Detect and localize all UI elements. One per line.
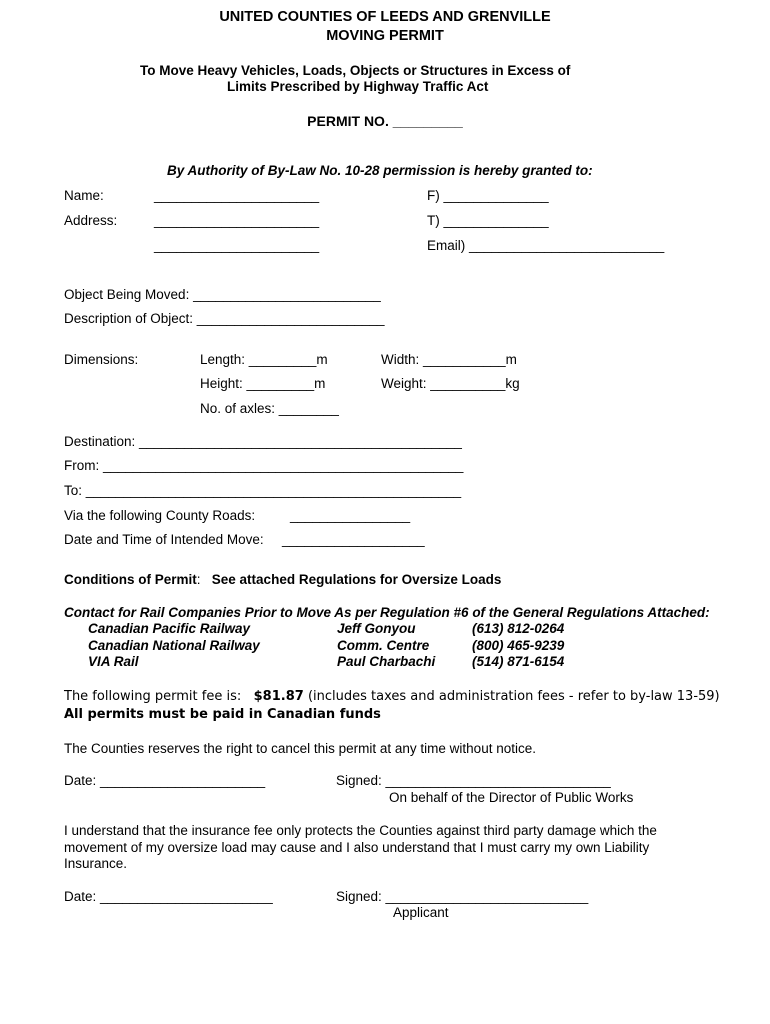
to-field[interactable]: To: __________________________________________________ — [64, 483, 462, 498]
conditions-colon: : — [196, 572, 201, 587]
insurance-line-3: Insurance. — [64, 856, 128, 871]
from-field[interactable]: From: ________________________________________________ — [64, 458, 464, 473]
insurance-line-2: movement of my oversize load may cause and I also understand that I must carry my own Liability — [64, 840, 650, 855]
fee-suffix: (includes taxes and administration fees - refer to by-law 13-59) — [307, 689, 720, 704]
signature-field-2[interactable]: Signed: ___________________________ — [336, 889, 589, 904]
conditions-text: See attached Regulations for Oversize Loads — [211, 572, 502, 587]
email-field[interactable]: Email) __________________________ — [427, 238, 665, 253]
move-date-field[interactable]: ___________________ — [282, 532, 425, 547]
county-roads-label: Via the following County Roads: — [64, 508, 256, 523]
permit-number: PERMIT NO. _________ — [307, 113, 463, 129]
address-field-2[interactable]: ______________________ — [154, 238, 320, 253]
rail-contact-heading: Contact for Rail Companies Prior to Move As per Regulation #6 of the General Regulations Attached: — [64, 605, 710, 620]
object-description-field[interactable]: Description of Object: _________________________ — [64, 311, 385, 326]
purpose-line-1: To Move Heavy Vehicles, Loads, Objects or Structures in Excess of — [140, 63, 571, 78]
document-title: UNITED COUNTIES OF LEEDS AND GRENVILLE — [219, 9, 551, 25]
name-label: Name: — [64, 188, 104, 203]
applicant-caption: Applicant — [393, 905, 449, 920]
object-moved-field[interactable]: Object Being Moved: _________________________ — [64, 287, 381, 302]
move-date-label: Date and Time of Intended Move: — [64, 532, 264, 547]
fee-line — [64, 689, 720, 705]
canadian-funds-note: All permits must be paid in Canadian funds — [64, 707, 381, 722]
length-field[interactable]: Length: _________m — [200, 352, 328, 367]
purpose-line-2: Limits Prescribed by Highway Traffic Act — [227, 79, 489, 94]
conditions-label: Conditions of Permit — [64, 572, 197, 587]
date-field-1[interactable]: Date: ______________________ — [64, 773, 266, 788]
width-field[interactable]: Width: ___________m — [381, 352, 517, 367]
height-field[interactable]: Height: _________m — [200, 376, 326, 391]
rail-company: Canadian Pacific Railway — [88, 621, 251, 636]
name-field[interactable]: ______________________ — [154, 188, 320, 203]
weight-field[interactable]: Weight: __________kg — [381, 376, 520, 391]
document-subtitle: MOVING PERMIT — [326, 28, 444, 44]
fax-field[interactable]: F) ______________ — [427, 188, 549, 203]
rail-phone: (800) 465-9239 — [472, 638, 565, 653]
address-label: Address: — [64, 213, 118, 228]
date-field-2[interactable]: Date: _______________________ — [64, 889, 273, 904]
axles-field[interactable]: No. of axles: ________ — [200, 401, 339, 416]
telephone-field[interactable]: T) ______________ — [427, 213, 549, 228]
rail-contact: Comm. Centre — [337, 638, 430, 653]
signature-field-1[interactable]: Signed: ______________________________ — [336, 773, 611, 788]
county-roads-field[interactable]: ________________ — [290, 508, 411, 523]
fee-amount: $81.87 — [253, 689, 304, 704]
address-field-1[interactable]: ______________________ — [154, 213, 320, 228]
rail-company: Canadian National Railway — [88, 638, 260, 653]
destination-field[interactable]: Destination: ___________________________________________ — [64, 434, 462, 449]
cancel-notice: The Counties reserves the right to cancel this permit at any time without notice. — [64, 741, 536, 756]
authority-statement: By Authority of By-Law No. 10-28 permission is hereby granted to: — [167, 163, 593, 178]
rail-contact: Jeff Gonyou — [337, 621, 416, 636]
rail-company: VIA Rail — [88, 654, 139, 669]
dimensions-label: Dimensions: — [64, 352, 139, 367]
rail-phone: (514) 871-6154 — [472, 654, 565, 669]
fee-prefix: The following permit fee is: — [64, 689, 242, 704]
conditions-line — [64, 572, 501, 588]
rail-contact: Paul Charbachi — [337, 654, 436, 669]
rail-phone: (613) 812-0264 — [472, 621, 565, 636]
insurance-line-1: I understand that the insurance fee only protects the Counties against third party damage which the — [64, 823, 657, 838]
director-caption: On behalf of the Director of Public Works — [389, 790, 634, 805]
